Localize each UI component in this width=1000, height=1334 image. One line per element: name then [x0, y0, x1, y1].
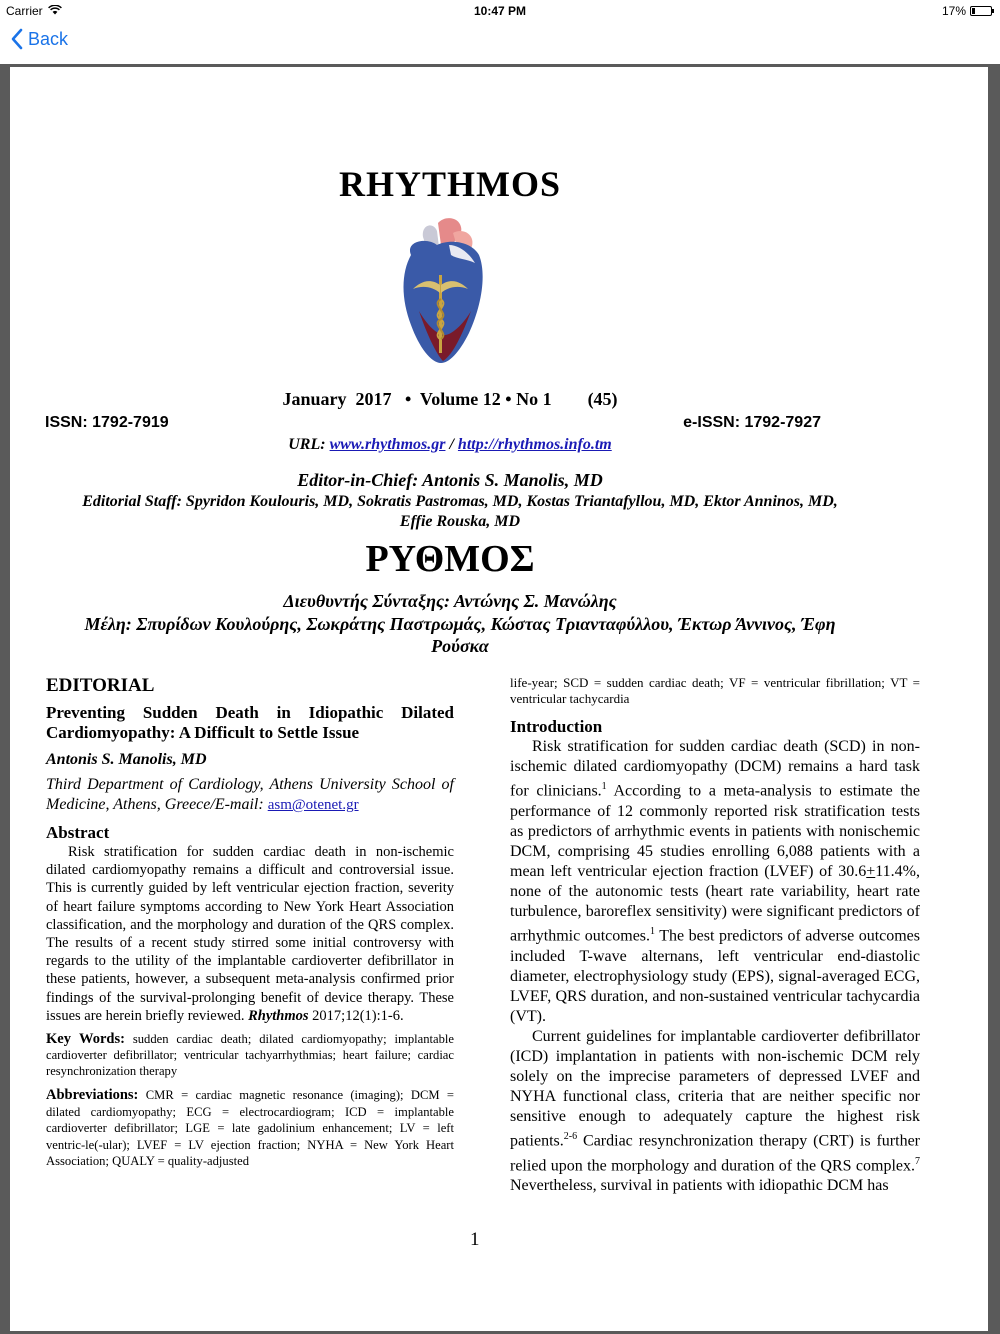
reference: 7	[915, 1155, 920, 1167]
right-column	[510, 675, 920, 1196]
article-title: Preventing Sudden Death in Idiopathic Dilated Cardiomyopathy: A Difficult to Settle Issue	[46, 703, 454, 742]
nav-bar	[0, 22, 1000, 64]
url-link-primary[interactable]: www.rhythmos.gr	[329, 436, 446, 453]
intro-text: Nevertheless, survival in patients with idiopathic DCM has	[510, 1177, 889, 1195]
keywords-text: sudden cardiac death; dilated cardiomyopathy; implantable cardioverter defibrillator; ventricular tachyarrhythmias; heart failure; cardiac resynchronization therapy	[46, 1032, 454, 1079]
abbreviations	[46, 1087, 454, 1170]
introduction-paragraph-2	[510, 1027, 920, 1196]
plus-minus-sign: +	[866, 862, 876, 880]
issue-line: January 2017 • Volume 12 • No 1 (45)	[282, 389, 618, 409]
citation-journal: Rhythmos	[248, 1007, 309, 1024]
back-label: Back	[28, 28, 69, 49]
author: Antonis S. Manolis, MD	[46, 751, 207, 768]
back-button[interactable]	[10, 28, 68, 50]
affiliation	[46, 775, 454, 815]
editor-in-chief: Editor-in-Chief: Antonis S. Manolis, MD	[297, 470, 603, 490]
affiliation-text: Third Department of Cardiology, Athens University School of Medicine, Athens, Greece/E-mail:	[46, 776, 454, 813]
abbreviations-continued: life-year; SCD = sudden cardiac death; VF = ventricular fibrillation; VT = ventricular tachycardia	[510, 675, 920, 706]
status-bar	[0, 0, 1000, 22]
abstract-body: Risk stratification for sudden cardiac death in non-ischemic dilated cardiomyopathy remains a difficult and controversial issue. This is currently guided by left ventricular ejection fraction, severity of heart failure symptoms according to New York Heart Association classification, and the morphology and duration of the QRS complex. The results of a recent study stirred some initial controversy with regards to the utility of the implantable cardioverter defibrillator in these patients, however, a subsequent meta-analysis confirmed prior findings of the survival-prolonging benefit of device therapy. These issues are herein briefly reviewed.	[46, 844, 454, 1024]
left-column	[46, 675, 454, 1170]
url-separator: /	[445, 436, 458, 453]
editorial-staff: Editorial Staff: Spyridon Koulouris, MD, Sokratis Pastromas, MD, Kostas Triantafyllou, MD, Ektor Anninos, MD, Effie Rouska, MD	[82, 493, 838, 530]
citation-details: 2017;12(1):1-6.	[308, 1007, 404, 1024]
intro-text: The best predictors of adverse outcomes included T-wave alternans, left ventricular end-diastolic diameter, electrophysiology study (EPS), signal-averaged ECG, LVEF, QRS duration, and non-sustained ventricular tachycardia (VT).	[510, 927, 921, 1025]
abbreviations-label: Abbreviations:	[46, 1087, 139, 1104]
greek-members: Μέλη: Σπυρίδων Κουλούρης, Σωκράτης Παστρωμάς, Κώστας Τριανταφύλλου, Έκτωρ Άννινος, Έφη Ρούσκα	[84, 614, 836, 656]
introduction-heading: Introduction	[510, 717, 603, 736]
introduction-paragraph-1	[510, 737, 920, 1027]
keywords	[46, 1031, 454, 1079]
reference: 1	[650, 926, 656, 938]
status-right	[942, 4, 992, 18]
abbreviations-text: CMR = cardiac magnetic resonance (imaging); DCM = dilated cardiomyopathy; ECG = electrocardiogram; ICD = implantable cardioverter defibrillator; LGE = late gadolinium enhancement; LV = left ventric-le(-ular); LVEF = LV ejection fraction; NYHA = New York Heart Association; QUALY = quality-adjusted	[46, 1088, 454, 1169]
carrier-label: Carrier	[6, 4, 43, 18]
greek-editor: Διευθυντής Σύνταξης: Αντώνης Σ. Μανώλης	[283, 591, 617, 611]
reference: 1	[601, 781, 607, 793]
battery-percent: 17%	[941, 4, 966, 18]
abstract-text	[46, 843, 454, 1025]
url-prefix: URL:	[288, 436, 330, 453]
status-time: 10:47 PM	[473, 4, 527, 18]
url-link-secondary[interactable]: http://rhythmos.info.tm	[457, 436, 612, 453]
intro-text: Current guidelines for implantable cardioverter defibrillator (ICD) implantation in patients with non-ischemic DCM rely solely on the imprecise parameters of depressed LVEF and NYHA functional class, criteria that are neither specific nor sensitive enough to adequately capture the highest risk patients.	[510, 1027, 920, 1150]
intro-text: According to a meta-analysis to estimate the performance of 12 commonly reported risk stratification tests as predictors of arrhythmic events in patients with nonischemic DCM, comprising 45 studies enrolling 6,088 patients with a mean left ventricular ejection fraction (LVEF) of 30.6	[510, 782, 921, 880]
section-label: EDITORIAL	[46, 675, 155, 696]
chevron-left-icon	[10, 28, 24, 50]
issn: ISSN: 1792-7919	[45, 414, 169, 431]
intro-text: Risk stratification for sudden cardiac death (SCD) in non-ischemic dilated cardiomyopathy (DCM) remains a hard task for clinicians.	[510, 738, 920, 800]
battery-fill	[972, 8, 975, 14]
intro-text: 11.4%, none of the autonomic tests (heart rate variability, heart rate turbulence, baroreflex sensitivity) were significant predictors of arrhythmic outcomes.	[510, 862, 920, 945]
greek-journal-title: ΡΥΘΜΟΣ	[365, 538, 535, 580]
abstract-heading: Abstract	[46, 823, 110, 842]
email-link[interactable]: asm@otenet.gr	[267, 797, 359, 813]
page-number: 1	[470, 1229, 480, 1250]
document-viewer[interactable]	[0, 64, 1000, 1334]
intro-text: Cardiac resynchronization therapy (CRT) is further relied upon the morphology and duration of the QRS complex.	[510, 1132, 920, 1175]
heart-caduceus-logo	[393, 215, 488, 365]
url-line	[10, 436, 890, 454]
eissn: e-ISSN: 1792-7927	[683, 414, 821, 431]
document-page	[10, 67, 988, 1331]
battery-icon	[970, 6, 992, 16]
reference: 2-6	[563, 1131, 578, 1143]
journal-title: RHYTHMOS	[338, 164, 561, 204]
keywords-label: Key Words:	[46, 1031, 125, 1048]
